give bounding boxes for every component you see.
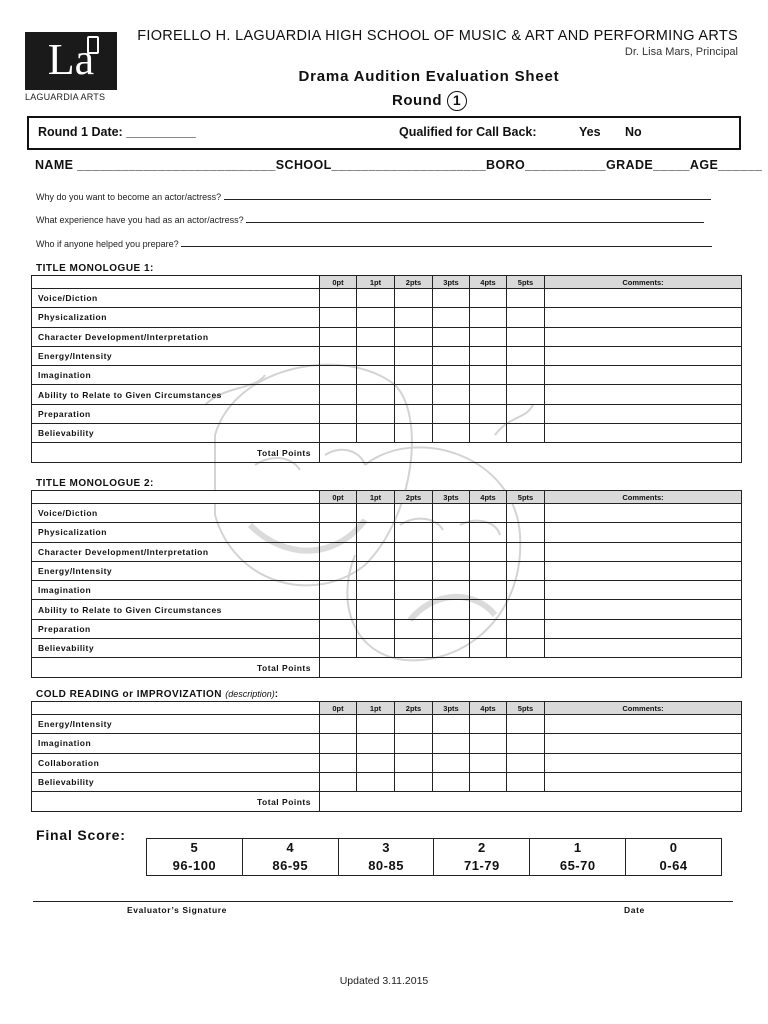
evaluator-signature-label: Evaluator’s Signature [127,905,227,915]
score-cell[interactable] [395,639,433,658]
score-cell[interactable] [395,772,433,791]
score-cell[interactable] [320,346,357,365]
total-points-cell[interactable] [320,792,742,812]
criteria-row [32,734,742,753]
score-cell[interactable] [395,289,433,308]
criteria-label: Preparation [32,404,320,423]
score-column-header: 3pts [433,491,470,504]
score-column-header: 2pts [395,702,433,715]
criteria-row [32,346,742,365]
score-cell[interactable] [507,715,545,734]
score-cell[interactable] [433,753,470,772]
final-score-cell[interactable]: 1 65-70 [530,839,626,876]
criteria-label: Preparation [32,619,320,638]
score-cell[interactable] [433,542,470,561]
total-points-cell[interactable] [320,658,742,678]
score-cell[interactable] [470,561,507,580]
criteria-row [32,600,742,619]
score-cell[interactable] [320,639,357,658]
score-column-header: 2pts [395,276,433,289]
criteria-label: Imagination [32,581,320,600]
round-date-field[interactable]: Round 1 Date: __________ [38,125,196,139]
monologue2-title[interactable]: TITLE MONOLOGUE 2: [36,478,154,489]
score-cell[interactable] [433,346,470,365]
criteria-row [32,289,742,308]
score-cell[interactable] [433,424,470,443]
score-cell[interactable] [320,619,357,638]
score-cell[interactable] [395,753,433,772]
comment-cell[interactable] [545,523,742,542]
criteria-label: Character Development/Interpretation [32,327,320,346]
total-points-cell[interactable] [320,443,742,463]
score-cell[interactable] [320,523,357,542]
criteria-header [32,276,320,289]
score-cell[interactable] [507,619,545,638]
score-column-header: 5pts [507,276,545,289]
criteria-label: Physicalization [32,308,320,327]
score-column-header: 5pts [507,491,545,504]
principal-name: Dr. Lisa Mars, Principal [624,46,738,58]
comment-cell[interactable] [545,366,742,385]
score-cell[interactable] [433,404,470,423]
criteria-label: Energy/Intensity [32,561,320,580]
score-cell[interactable] [470,753,507,772]
score-cell[interactable] [470,619,507,638]
score-cell[interactable] [507,289,545,308]
criteria-label: Believability [32,424,320,443]
score-cell[interactable] [470,404,507,423]
student-info-line[interactable]: NAME ___________________________SCHOOL_____________________BORO___________GRADE_____AGE______ [35,158,763,172]
score-column-header: 4pts [470,276,507,289]
score-cell[interactable] [357,561,395,580]
score-cell[interactable] [433,600,470,619]
logo-text: La [47,35,95,84]
cold-reading-table [31,701,742,812]
score-column-header: 1pt [357,702,395,715]
score-cell[interactable] [433,289,470,308]
score-cell[interactable] [357,308,395,327]
criteria-label: Believability [32,772,320,791]
score-cell[interactable] [507,385,545,404]
criteria-label: Ability to Relate to Given Circumstances [32,600,320,619]
score-cell[interactable] [357,715,395,734]
score-cell[interactable] [395,327,433,346]
score-cell[interactable] [470,366,507,385]
criteria-label: Energy/Intensity [32,346,320,365]
score-cell[interactable] [507,327,545,346]
score-cell[interactable] [433,581,470,600]
score-cell[interactable] [395,504,433,523]
score-cell[interactable] [320,327,357,346]
score-cell[interactable] [433,561,470,580]
round-heading [392,91,467,111]
comment-cell[interactable] [545,639,742,658]
score-cell[interactable] [470,542,507,561]
score-cell[interactable] [507,600,545,619]
score-cell[interactable] [320,308,357,327]
score-cell[interactable] [507,424,545,443]
score-column-header: 4pts [470,702,507,715]
criteria-label: Ability to Relate to Given Circumstances [32,385,320,404]
score-cell[interactable] [433,639,470,658]
criteria-row [32,581,742,600]
score-cell[interactable] [507,523,545,542]
score-cell[interactable] [395,581,433,600]
criteria-row [32,504,742,523]
criteria-label: Energy/Intensity [32,715,320,734]
score-cell[interactable] [357,600,395,619]
question-why-actor[interactable]: Why do you want to become an actor/actress? [36,191,711,202]
score-cell[interactable] [320,581,357,600]
score-cell[interactable] [357,504,395,523]
score-cell[interactable] [507,308,545,327]
score-cell[interactable] [470,600,507,619]
criteria-label: Collaboration [32,753,320,772]
score-cell[interactable] [395,385,433,404]
score-cell[interactable] [470,523,507,542]
score-cell[interactable] [395,734,433,753]
final-score-cell[interactable]: 0 0-64 [626,839,722,876]
score-cell[interactable] [357,619,395,638]
comments-header: Comments: [545,491,742,504]
score-cell[interactable] [357,523,395,542]
criteria-label: Imagination [32,366,320,385]
score-cell[interactable] [507,772,545,791]
score-cell[interactable] [470,424,507,443]
score-cell[interactable] [320,753,357,772]
score-cell[interactable] [433,327,470,346]
final-score-cell[interactable]: 2 71-79 [434,839,530,876]
score-column-header: 0pt [320,276,357,289]
score-column-header: 1pt [357,491,395,504]
score-column-header: 3pts [433,276,470,289]
comment-cell[interactable] [545,404,742,423]
monologue1-title[interactable]: TITLE MONOLOGUE 1: [36,263,154,274]
comment-cell[interactable] [545,385,742,404]
criteria-row [32,561,742,580]
score-cell[interactable] [470,772,507,791]
comment-cell[interactable] [545,327,742,346]
score-cell[interactable] [395,542,433,561]
comment-cell[interactable] [545,308,742,327]
criteria-row [32,639,742,658]
score-cell[interactable] [357,581,395,600]
score-cell[interactable] [320,424,357,443]
comment-cell[interactable] [545,424,742,443]
criteria-label: Voice/Diction [32,504,320,523]
score-cell[interactable] [433,715,470,734]
score-cell[interactable] [320,734,357,753]
score-cell[interactable] [320,561,357,580]
logo-caption: LAGUARDIA ARTS [25,92,106,102]
score-cell[interactable] [357,542,395,561]
score-cell[interactable] [433,308,470,327]
final-score-cell[interactable]: 5 96-100 [147,839,243,876]
total-row [32,443,742,463]
score-cell[interactable] [507,753,545,772]
score-cell[interactable] [507,404,545,423]
score-cell[interactable] [470,639,507,658]
school-name: FIORELLO H. LAGUARDIA HIGH SCHOOL OF MUSIC & ART AND PERFORMING ARTS [137,28,738,44]
score-cell[interactable] [433,385,470,404]
comment-cell[interactable] [545,561,742,580]
score-cell[interactable] [320,404,357,423]
score-cell[interactable] [357,385,395,404]
comment-cell[interactable] [545,581,742,600]
score-cell[interactable] [507,504,545,523]
score-column-header: 3pts [433,702,470,715]
question-experience[interactable]: What experience have you had as an actor/actress? [36,214,704,225]
score-cell[interactable] [395,308,433,327]
comment-cell[interactable] [545,289,742,308]
criteria-label: Physicalization [32,523,320,542]
logo-mark-icon [87,36,99,54]
score-cell[interactable] [357,424,395,443]
criteria-row [32,542,742,561]
monologue2-table [31,490,742,678]
total-points-label: Total Points [32,443,320,463]
criteria-label: Character Development/Interpretation [32,542,320,561]
criteria-row [32,366,742,385]
score-cell[interactable] [320,504,357,523]
round-number-badge: 1 [447,91,467,111]
score-cell[interactable] [395,600,433,619]
score-cell[interactable] [357,289,395,308]
criteria-row [32,523,742,542]
criteria-row [32,308,742,327]
criteria-header [32,702,320,715]
score-cell[interactable] [433,366,470,385]
updated-note: Updated 3.11.2015 [339,975,429,987]
score-cell[interactable] [395,523,433,542]
comment-cell[interactable] [545,753,742,772]
total-row [32,658,742,678]
score-cell[interactable] [395,715,433,734]
cold-reading-title[interactable]: COLD READING or IMPROVIZATION (description): [36,689,279,700]
criteria-header [32,491,320,504]
score-cell[interactable] [433,772,470,791]
score-cell[interactable] [507,346,545,365]
comment-cell[interactable] [545,542,742,561]
score-cell[interactable] [507,561,545,580]
total-points-label: Total Points [32,792,320,812]
score-cell[interactable] [357,366,395,385]
comment-cell[interactable] [545,346,742,365]
total-row [32,792,742,812]
score-cell[interactable] [320,366,357,385]
score-cell[interactable] [320,385,357,404]
score-column-header: 4pts [470,491,507,504]
score-column-header: 0pt [320,491,357,504]
score-cell[interactable] [433,619,470,638]
score-cell[interactable] [470,504,507,523]
criteria-row [32,619,742,638]
score-cell[interactable] [357,404,395,423]
signature-line[interactable] [33,901,733,902]
comment-cell[interactable] [545,504,742,523]
score-cell[interactable] [357,639,395,658]
score-cell[interactable] [395,346,433,365]
callback-no-option[interactable]: No [625,125,642,139]
score-cell[interactable] [357,346,395,365]
score-cell[interactable] [470,734,507,753]
monologue1-table [31,275,742,463]
score-cell[interactable] [395,404,433,423]
criteria-row [32,424,742,443]
score-cell[interactable] [470,308,507,327]
comment-cell[interactable] [545,619,742,638]
criteria-row [32,404,742,423]
score-cell[interactable] [470,289,507,308]
score-cell[interactable] [507,542,545,561]
score-cell[interactable] [357,753,395,772]
score-cell[interactable] [507,734,545,753]
score-cell[interactable] [320,600,357,619]
score-cell[interactable] [395,366,433,385]
score-cell[interactable] [470,715,507,734]
round-info-box [27,116,741,150]
criteria-row [32,385,742,404]
comment-cell[interactable] [545,734,742,753]
final-score-table [146,838,722,876]
criteria-label: Voice/Diction [32,289,320,308]
criteria-label: Imagination [32,734,320,753]
score-cell[interactable] [320,542,357,561]
comments-header: Comments: [545,276,742,289]
criteria-row [32,715,742,734]
comments-header: Comments: [545,702,742,715]
score-cell[interactable] [470,581,507,600]
score-cell[interactable] [470,327,507,346]
score-cell[interactable] [320,772,357,791]
score-column-header: 0pt [320,702,357,715]
score-cell[interactable] [433,504,470,523]
total-points-label: Total Points [32,658,320,678]
score-cell[interactable] [395,619,433,638]
score-cell[interactable] [395,561,433,580]
score-cell[interactable] [470,385,507,404]
final-score-cell[interactable]: 4 86-95 [242,839,338,876]
score-cell[interactable] [507,639,545,658]
question-who-helped[interactable]: Who if anyone helped you prepare? [36,238,712,249]
criteria-row [32,327,742,346]
score-cell[interactable] [357,772,395,791]
score-cell[interactable] [320,289,357,308]
callback-yes-option[interactable]: Yes [579,125,601,139]
score-cell[interactable] [507,366,545,385]
date-label: Date [624,905,645,915]
score-cell[interactable] [395,424,433,443]
final-score-label: Final Score: [36,827,126,843]
comment-cell[interactable] [545,715,742,734]
round-label: Round [392,91,442,109]
score-column-header: 2pts [395,491,433,504]
final-score-cell[interactable]: 3 80-85 [338,839,434,876]
comment-cell[interactable] [545,772,742,791]
score-cell[interactable] [357,734,395,753]
score-cell[interactable] [320,715,357,734]
score-column-header: 5pts [507,702,545,715]
score-cell[interactable] [507,581,545,600]
score-cell[interactable] [470,346,507,365]
score-cell[interactable] [433,523,470,542]
score-cell[interactable] [433,734,470,753]
criteria-label: Believability [32,639,320,658]
score-cell[interactable] [357,327,395,346]
criteria-row [32,753,742,772]
sheet-title: Drama Audition Evaluation Sheet [298,68,560,85]
criteria-row [32,772,742,791]
qualified-label: Qualified for Call Back: [399,125,537,139]
comment-cell[interactable] [545,600,742,619]
score-column-header: 1pt [357,276,395,289]
